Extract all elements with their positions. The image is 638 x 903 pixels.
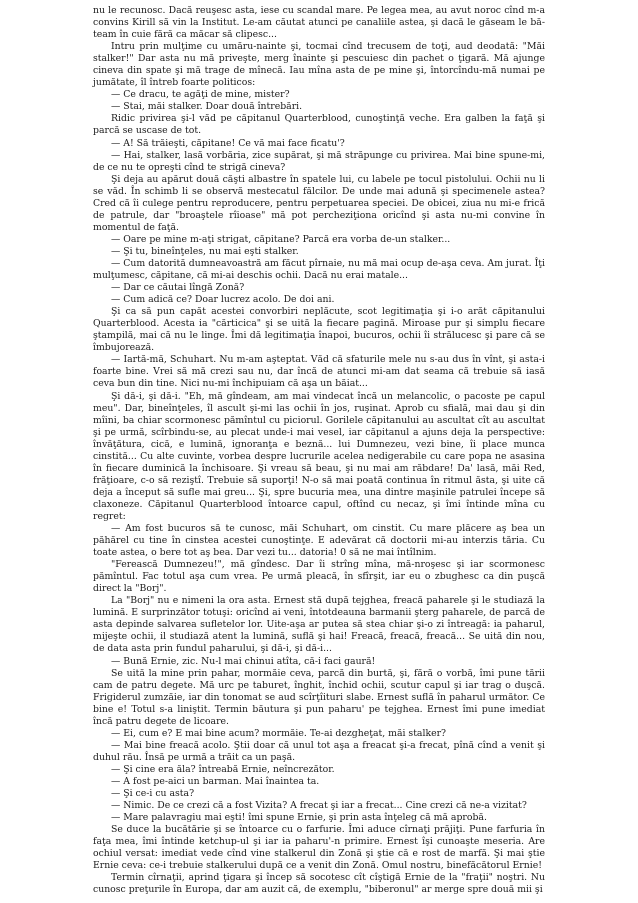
- dialogue-line: — Bună Ernie, zic. Nu-l mai chinui atîta, că-i faci gaură!: [111, 655, 376, 667]
- dialogue-line: — Am fost bucuros să te cunosc, măi Schuhart, om cinstit. Cu mare plăcere aş bea un păhărel cu tine în cinstea acestei cunoştinţe. E adevărat că doctorii mi-au interzis tăria. Cu toate astea, o bere tot aş bea. Dar vezi tu... datoria! 0 să ne mai întîlnim.: [93, 523, 545, 559]
- dialogue-line: — Dar ce căutai lîngă Zonă?: [111, 282, 245, 294]
- dialogue-line: — Oare pe mine m-aţi strigat, căpitane? Parcă era vorba de-un stalker...: [111, 233, 451, 245]
- paragraph: La "Borj" nu e nimeni la ora asta. Ernest stă după tejghea, freacă paharele şi le studiază la lumină. E surprinzător totuşi: oricînd ai veni, întotdeauna barmanii şterg paharele, de parcă de asta depinde salvarea sufletelor lor. Uite-aşa ar putea să stea chiar şi-o zi întreagă: ia paharul, mijeşte ochii, il studiază atent la lumină, suflă şi hai! Freacă, freacă, freacă... Se uită din nou, de data asta prin fundul paharului, şi dă-i, şi dă-i...: [93, 595, 545, 655]
- paragraph: Se duce la bucătărie şi se întoarce cu o farfurie. Îmi aduce cîrnaţi prăjiţi. Pune farfuria în faţa mea, îmi întinde ketchup-ul şi iar ia paharu'-n primire. Ernest îşi cunoaşte meseria. Are ochiul versat: imediat vede cînd vine stalkerul din Zonă şi ştie că e rost de marfă. Şi mai ştie Ernie ceva: ce-i trebuie stalkerului după ce a venit din Zonă. Omul nostru, binefăcătorul Ernie!: [93, 824, 545, 872]
- paragraph: Ridic privirea şi-l văd pe căpitanul Quarterblood, cunoştinţă veche. Era galben la faţă şi parcă se uscase de tot.: [93, 113, 545, 137]
- dialogue-line: — Mare palavragiu mai eşti! îmi spune Ernie, şi prin asta înţeleg că mă aprobă.: [111, 812, 487, 824]
- paragraph: Se uită la mine prin pahar, mormăie ceva, parcă din burtă, şi, fără o vorbă, îmi pune tării cam de patru degete. Mă urc pe taburet, înghit, închid ochii, scutur capul şi iar trag o duşcă. Frigiderul zumzăie, iar din tonomat se aud scîrţîituri slabe. Ernest suflă în paharul următor. Ce bine e! Totul s-a liniştit. Termin băutura şi pun paharu' pe tejghea. Ernest îmi pune imediat încă patru degete de licoare.: [93, 667, 545, 727]
- paragraph: Termin cîrnaţii, aprind ţigara şi încep să socotesc cît cîştigă Ernie de la "fraţii" noştri. Nu cunosc preţurile în Europa, dar am auzit că, de exemplu, "biberonul" ar merge spre două mii şi: [93, 872, 545, 896]
- dialogue-line: — Ce dracu, te agăţi de mine, mister?: [111, 89, 290, 101]
- dialogue-line: — Cum adică ce? Doar lucrez acolo. De doi ani.: [111, 294, 335, 306]
- dialogue-line: — A! Să trăieşti, căpitane! Ce vă mai face ficatu'?: [111, 137, 345, 149]
- dialogue-line: — Şi cine era ăla? întreabă Ernie, neîncrezător.: [111, 763, 335, 775]
- paragraph: nu le recunosc. Dacă reuşesc asta, iese cu scandal mare. Pe legea mea, au avut noroc cînd m-a convins Kirill să vin la Institut. Le-am căutat atunci pe canaliile astea, şi dacă le găseam le bă-team în cuie fără ca măcar să clipesc...: [93, 5, 545, 41]
- dialogue-line: — Şi tu, bineînţeles, nu mai eşti stalker.: [111, 245, 299, 257]
- dialogue-line: — A fost pe-aici un barman. Mai înaintea ta.: [111, 776, 320, 787]
- dialogue-line: — Iartă-mă, Schuhart. Nu m-am aşteptat. Văd că sfaturile mele nu s-au dus în vînt, şi asta-i foarte bine. Vrei să mă crezi sau nu, dar încă de atunci mi-am dat seama că trebuie să iasă ceva bun din tine. Nici nu-mi închipuiam că aşa un băiat...: [93, 354, 545, 390]
- dialogue-line: — Hai, stalker, lasă vorbăria, zice supărat, şi mă străpunge cu privirea. Mai bine spune-mi, de ce nu te opreşti cînd te strigă cineva?: [93, 149, 545, 173]
- paragraph: Intru prin mulţime cu umăru-nainte şi, tocmai cînd trecusem de toţi, aud deodată: "Măi stalker!" Dar asta nu mă priveşte, merg înainte şi pescuiesc din pachet o ţigară. Mă ajunge cineva din spate şi mă trage de mînecă. Iau mîna asta de pe mine şi, întorcîndu-mă numai pe jumătate, îl întreb foarte politicos:: [93, 41, 545, 89]
- dialogue-line: — Nimic. De ce crezi că a fost Vizita? A frecat şi iar a frecat... Cine crezi că ne-a vizitat?: [111, 800, 527, 812]
- paragraph: "Ferească Dumnezeu!", mă gîndesc. Dar îi strîng mîna, mă-nroşesc şi iar scormonesc pămîntul. Fac totul aşa cum vrea. Pe urmă pleacă, în sfîrşit, iar eu o zbughesc ca din puşcă direct la "Borj".: [93, 559, 545, 595]
- dialogue-line: — Cum datorită dumneavoastră am făcut pîrnaie, nu mă mai ocup de-aşa ceva. Am jurat. Îţi mulţumesc, căpitane, că mi-ai deschis ochii. Dacă nu erai matale...: [93, 257, 545, 282]
- paragraph: Şi ca să pun capăt acestei convorbiri neplăcute, scot legitimaţia şi i-o arăt căpitanului Quarterblood. Acesta ia "cărticica" şi se uită la fiecare pagină. Miroase pur şi simplu fiecare ştampilă, mai că nu le linge. Îmi dă legitimaţia înapoi, bucuros, ochii îi strălucesc şi pare că se îmbujorează.: [93, 306, 545, 354]
- dialogue-line: — Mai bine freacă acolo. Ştii doar că unul tot aşa a freacat şi-a frecat, pînă cînd a venit şi duhul rău. Însă pe urmă a trăit ca un paşă.: [93, 739, 545, 763]
- dialogue-line: — Ei, cum e? E mai bine acum? mormăie. Te-ai dezgheţat, măi stalker?: [111, 727, 447, 739]
- paragraph: Şi dă-i, şi dă-i. "Eh, mă gîndeam, am mai vindecat încă un melancolic, o pacoste pe capul meu". Dar, bineînţeles, îl ascult şi-mi las ochii în jos, ruşinat. Aprob cu sfială, mai dau şi din mîini, ba chiar scormonesc pămîntul cu piciorul. Gorilele căpitanului au ascultat cît au ascultat şi pe urmă, scîrbindu-se, au plecat unde-i mai vesel, iar căpitanul a ajuns deja la perspective: învăţătura, cică, e lumină, ignoranţa e beznă... lui Dumnezeu, vezi bine, îi place munca cinstită... Cu alte cuvinte, vorbea despre lucrurile acelea nedigerabile cu care popa ne asasina în fiecare duminică la închisoare. Şi vreau să beau, şi nu mai am răbdare! Da' lasă, măi Red, frăţioare, c-o să reziştî. Trebuie să suporţi! N-o să mai poată continua în ritmul ăsta, şi uite că deja a început să sufle mai greu... Şi, spre bucuria mea, una dintre maşinile patrulei începe să claxoneze. Căpitanul Quarterblood întoarce capul, oftînd cu necaz, şi îmi întinde mîna cu regret:: [93, 390, 545, 522]
- book-page: [93, 5, 545, 896]
- paragraph: Şi deja au apărut două căşti albastre în spatele lui, cu labele pe tocul pistolului. Ochii nu li se văd. În schimb li se observă mestecatul fălcilor. De unde mai adună şi specimenele astea? Cred că îi culege pentru reproducere, pentru perpetuarea speciei. De obicei, ziua nu mi-e frică de patrule, dar "broaştele rîioase" mă pot percheziţiona oricînd şi asta nu-mi convine în momentul de faţă.: [93, 173, 545, 233]
- dialogue-line: — Şi ce-i cu asta?: [111, 788, 195, 800]
- dialogue-line: — Stai, măi stalker. Doar două întrebări.: [111, 101, 303, 113]
